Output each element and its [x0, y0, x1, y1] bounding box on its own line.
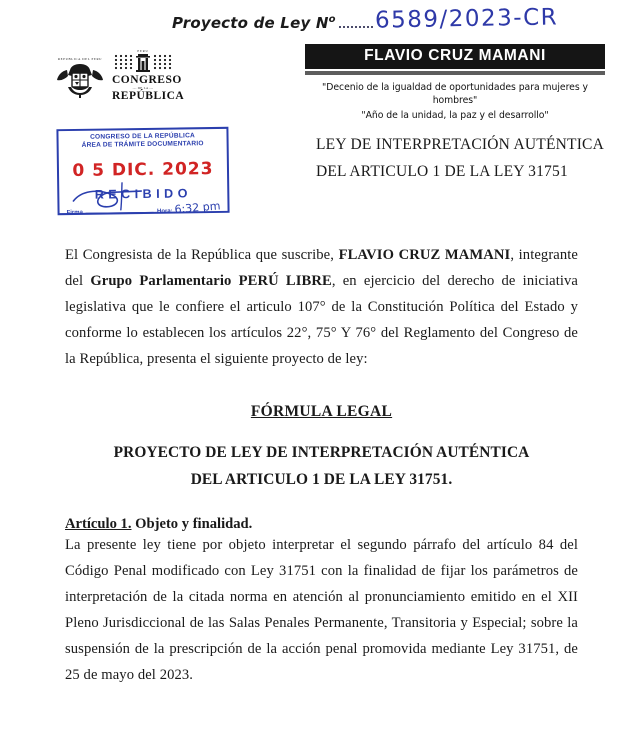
bill-number-value: 6589/2023-CR — [374, 4, 559, 34]
stamp-footer-row — [64, 201, 222, 216]
stamp-time-value: 6:32 pm — [174, 199, 221, 217]
article-subject: Objeto y finalidad. — [131, 515, 253, 532]
congreso-logo-subtitle: --- DE LA --- — [132, 85, 154, 90]
bill-number-handwritten-line — [172, 4, 559, 34]
intro-paragraph — [65, 243, 578, 373]
article-heading — [65, 516, 578, 533]
bill-number-ordinal: o — [328, 14, 336, 25]
stamp-title-line-1: CONGRESO DE LA REPÚBLICA — [90, 132, 196, 141]
congressman-name-banner: FLAVIO CRUZ MAMANI — [305, 44, 605, 69]
stamp-signature-label: Firma — [66, 210, 83, 217]
stamp-signature-line — [86, 211, 154, 214]
slogan-line-1: "Decenio de la igualdad de oportunidades para mujeres y hombres" — [322, 82, 588, 107]
dotted-leader — [339, 25, 373, 28]
intro-part-1: El Congresista de la República que suscribe, — [65, 247, 339, 263]
letterhead-congressman-block — [305, 44, 605, 122]
congreso-republica-logo — [112, 48, 185, 103]
bill-number-label: Proyecto de Ley $N^o$ — [172, 14, 336, 32]
legal-title-line-1: PROYECTO DE LEY DE INTERPRETACIÓN AUTÉNTICA — [113, 443, 530, 461]
svg-text:REPUBLICA DEL PERU: REPUBLICA DEL PERU — [57, 56, 103, 61]
congreso-logo-title2: REPÚBLICA — [112, 90, 185, 103]
svg-text:PERU: PERU — [137, 49, 149, 53]
official-slogans — [305, 81, 605, 122]
letterhead-logos — [56, 48, 185, 103]
formula-legal-heading: FÓRMULA LEGAL — [250, 402, 393, 420]
congreso-logo-title: CONGRESO — [112, 74, 182, 86]
slogan-line-2: "Año de la unidad, la paz y el desarrollo" — [361, 109, 549, 121]
legal-title-block — [65, 440, 578, 494]
intro-part-3: , en ejercicio del derecho de iniciativa legislativa que le confiere el articulo 107° de la Constitución Política del Estado y conforme lo establecen los artículos 22°, 75° Y 76° del Reglamento del Congreso de la República, presenta el siguiente proyecto de ley: — [65, 272, 578, 367]
legal-title-line-2: DEL ARTICULO 1 DE LA LEY 31751. — [190, 470, 453, 488]
congreso-building-icon — [112, 48, 174, 74]
stamp-time-label: Hora: — [156, 209, 173, 216]
peru-coat-of-arms-icon — [56, 53, 104, 99]
intro-bold-group: Grupo Parlamentario PERÚ LIBRE — [90, 272, 332, 289]
document-title: LEY DE INTERPRETACIÓN AUTÉNTICA DEL ARTICULO 1 DE LA LEY 31751 — [316, 136, 604, 180]
article-body-text: La presente ley tiene por objeto interpretar el segundo párrafo del artículo 84 del Código Penal modificado con Ley 31751 con la finalidad de fijar los parámetros de interpretación de la citada norma en atención al pronunciamiento emitido en el XII Pleno Jurisdiccional de las Salas Penales Permanente, Transitoria y Especial; sobre la suspensión de la prescripción de la acción penal promovida mediante Ley 31751, de 25 de mayo del 2023. — [65, 536, 578, 683]
stamp-received-label: RECIBIDO — [94, 186, 192, 203]
intro-bold-name: FLAVIO CRUZ MAMANI — [338, 247, 511, 263]
document-body — [65, 243, 578, 689]
banner-rule-divider — [305, 71, 605, 75]
intro-part-2: , integrante del — [65, 247, 578, 289]
article-number: Artículo 1. — [65, 515, 132, 532]
reception-stamp — [56, 127, 229, 215]
stamp-date: 0 5 DIC. 2023 — [72, 159, 214, 182]
stamp-title-line-2: ÁREA DE TRÁMITE DOCUMENTARIO — [81, 140, 204, 150]
